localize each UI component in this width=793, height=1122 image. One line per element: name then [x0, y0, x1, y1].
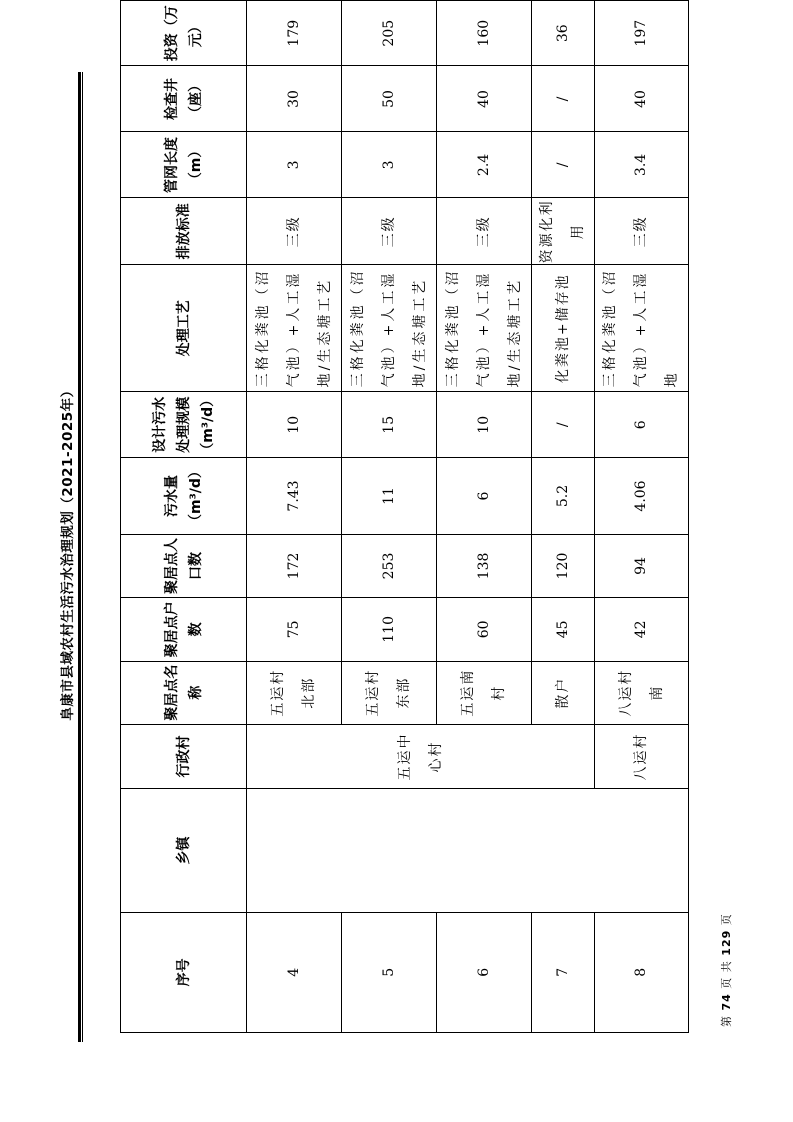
- sewage-plan-table: [120, 0, 689, 1033]
- cell-process: 三格化粪池（沼气池）+人工湿地/生态塘工艺: [247, 265, 342, 392]
- cell-households: 42: [595, 598, 689, 661]
- cell-sewage: 7.43: [247, 458, 342, 534]
- cell-households: 110: [342, 598, 437, 661]
- cell-settlement: 八运村南: [595, 661, 689, 724]
- cell-population: 172: [247, 534, 342, 597]
- header-design-capacity: 设计污水处理规模（m³/d）: [121, 392, 247, 458]
- cell-seq: 8: [595, 912, 689, 1032]
- cell-pipe-length: 3.4: [595, 132, 689, 198]
- cell-design-capacity: 10: [247, 392, 342, 458]
- footer-middle: 页 共: [720, 960, 733, 989]
- cell-population: 253: [342, 534, 437, 597]
- cell-investment: 197: [595, 1, 689, 66]
- cell-population: 138: [437, 534, 532, 597]
- cell-process: 三格化粪池（沼气池）+人工湿地/生态塘工艺: [437, 265, 532, 392]
- table-header-row: [121, 1, 247, 1033]
- header-rule-thick: [78, 72, 81, 1042]
- cell-settlement: 五运村东部: [342, 661, 437, 724]
- cell-village-merged: 五运中心村: [247, 724, 595, 789]
- cell-investment: 179: [247, 1, 342, 66]
- cell-standard: 三级: [342, 198, 437, 265]
- cell-design-capacity: 15: [342, 392, 437, 458]
- cell-wells: 30: [247, 66, 342, 132]
- cell-investment: 205: [342, 1, 437, 66]
- cell-seq: 7: [532, 912, 595, 1032]
- cell-town-merged: [247, 789, 689, 912]
- cell-pipe-length: /: [532, 132, 595, 198]
- cell-standard: 三级: [595, 198, 689, 265]
- page-header-title: 阜康市县域农村生活污水治理规划（2021-2025年）: [60, 383, 76, 721]
- cell-village: 八运村: [595, 724, 689, 789]
- header-wells: 检查井（座）: [121, 66, 247, 132]
- header-sewage: 污水量（m³/d）: [121, 458, 247, 534]
- cell-population: 120: [532, 534, 595, 597]
- header-standard: 排放标准: [121, 198, 247, 265]
- cell-households: 60: [437, 598, 532, 661]
- header-rule-thin: [82, 72, 83, 1042]
- header-town: 乡镇: [121, 789, 247, 912]
- cell-sewage: 6: [437, 458, 532, 534]
- table-row: [247, 1, 342, 1033]
- header-settlement: 聚居点名称: [121, 661, 247, 724]
- header-process: 处理工艺: [121, 265, 247, 392]
- cell-process: 化粪池+储存池: [532, 265, 595, 392]
- cell-settlement: 五运村北部: [247, 661, 342, 724]
- page-footer: [718, 913, 734, 1027]
- cell-settlement: 散户: [532, 661, 595, 724]
- cell-design-capacity: /: [532, 392, 595, 458]
- footer-suffix: 页: [720, 913, 733, 926]
- header-households: 聚居点户数: [121, 598, 247, 661]
- cell-population: 94: [595, 534, 689, 597]
- cell-seq: 6: [437, 912, 532, 1032]
- footer-current-page: 74: [720, 993, 733, 1011]
- cell-process: 三格化粪池（沼气池）+人工湿地: [595, 265, 689, 392]
- cell-process: 三格化粪池（沼气池）+人工湿地/生态塘工艺: [342, 265, 437, 392]
- cell-settlement: 五运南村: [437, 661, 532, 724]
- cell-design-capacity: 6: [595, 392, 689, 458]
- cell-standard: 三级: [247, 198, 342, 265]
- cell-seq: 4: [247, 912, 342, 1032]
- cell-wells: 50: [342, 66, 437, 132]
- cell-pipe-length: 3: [247, 132, 342, 198]
- cell-standard: 三级: [437, 198, 532, 265]
- header-pipe-length: 管网长度（m）: [121, 132, 247, 198]
- cell-wells: 40: [437, 66, 532, 132]
- header-investment: 投资（万元）: [121, 1, 247, 66]
- cell-standard: 资源化利用: [532, 198, 595, 265]
- cell-seq: 5: [342, 912, 437, 1032]
- header-village: 行政村: [121, 724, 247, 789]
- cell-sewage: 5.2: [532, 458, 595, 534]
- cell-pipe-length: 3: [342, 132, 437, 198]
- footer-prefix: 第: [720, 1015, 733, 1027]
- cell-sewage: 4.06: [595, 458, 689, 534]
- footer-total-pages: 129: [720, 929, 733, 956]
- cell-investment: 160: [437, 1, 532, 66]
- header-population: 聚居点人口数: [121, 534, 247, 597]
- cell-pipe-length: 2.4: [437, 132, 532, 198]
- cell-households: 75: [247, 598, 342, 661]
- cell-wells: 40: [595, 66, 689, 132]
- header-seq: 序号: [121, 912, 247, 1032]
- cell-households: 45: [532, 598, 595, 661]
- cell-sewage: 11: [342, 458, 437, 534]
- cell-investment: 36: [532, 1, 595, 66]
- cell-design-capacity: 10: [437, 392, 532, 458]
- cell-wells: /: [532, 66, 595, 132]
